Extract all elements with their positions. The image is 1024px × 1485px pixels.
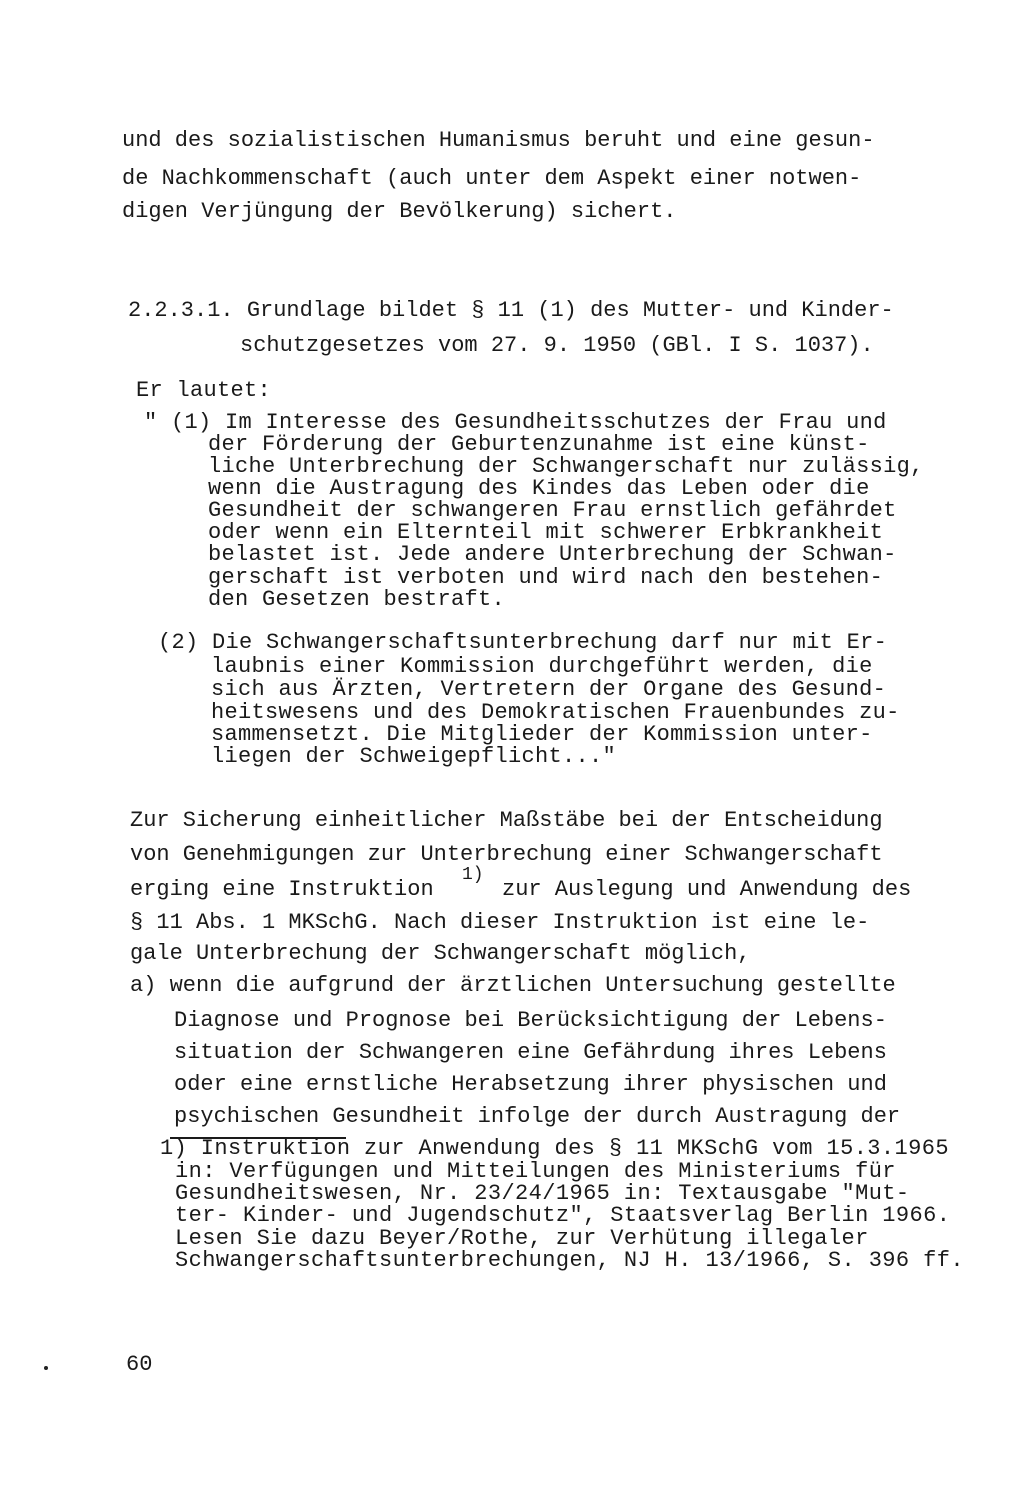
quote-line: wenn die Austragung des Kindes das Leben oder die: [208, 476, 870, 501]
quote-line: " (1) Im Interesse des Gesundheitsschutzes der Frau und: [144, 410, 887, 435]
body-line: § 11 Abs. 1 MKSchG. Nach dieser Instruktion ist eine le-: [130, 910, 870, 935]
body-line: oder eine ernstliche Herabsetzung ihrer physischen und: [174, 1072, 887, 1097]
quote-line: den Gesetzen bestraft.: [208, 587, 506, 612]
quote-line: gerschaft ist verboten und wird nach den bestehen-: [208, 565, 884, 590]
quote-line: liche Unterbrechung der Schwangerschaft nur zulässig,: [208, 454, 924, 479]
body-line: a) wenn die aufgrund der ärztlichen Untersuchung gestellte: [130, 973, 896, 998]
quote-line: sich aus Ärzten, Vertretern der Organe des Gesund-: [211, 677, 887, 702]
quote-line: Gesundheit der schwangeren Frau ernstlich gefährdet: [208, 498, 897, 523]
margin-dot: [44, 1366, 48, 1370]
section-heading: 2.2.3.1. Grundlage bildet § 11 (1) des Mutter- und Kinder-: [128, 298, 894, 323]
footnote-line: Lesen Sie dazu Beyer/Rothe, zur Verhütung illegaler: [175, 1226, 869, 1251]
footnote-line: 1) Instruktion zur Anwendung des § 11 MKSchG vom 15.3.1965: [160, 1136, 949, 1161]
quote-line: oder wenn ein Elternteil mit schwerer Erbkrankheit: [208, 520, 884, 545]
body-line: Diagnose und Prognose bei Berücksichtigung der Lebens-: [174, 1008, 887, 1033]
body-line: situation der Schwangeren eine Gefährdung ihres Lebens: [174, 1040, 887, 1065]
body-line: gale Unterbrechung der Schwangerschaft möglich,: [130, 941, 751, 966]
er-lautet: Er lautet:: [136, 378, 272, 403]
body-line: Zur Sicherung einheitlicher Maßstäbe bei der Entscheidung: [130, 808, 883, 833]
quote-line: sammensetzt. Die Mitglieder der Kommission unter-: [211, 722, 873, 747]
footnote-line: in: Verfügungen und Mitteilungen des Ministeriums für: [175, 1159, 896, 1184]
body-line: de Nachkommenschaft (auch unter dem Aspekt einer notwen-: [122, 166, 862, 191]
body-line: erging eine Instruktion: [130, 877, 434, 902]
footnote-reference: 1): [462, 865, 484, 885]
quote-line: der Förderung der Geburtenzunahme ist eine künst-: [208, 432, 870, 457]
quote-line: heitswesens und des Demokratischen Frauenbundes zu-: [211, 700, 900, 725]
footnote-line: Gesundheitswesen, Nr. 23/24/1965 in: Textausgabe "Mut-: [175, 1181, 910, 1206]
footnote-line: Schwangerschaftsunterbrechungen, NJ H. 13/1966, S. 396 ff.: [175, 1248, 964, 1273]
body-line: und des sozialistischen Humanismus beruht und eine gesun-: [122, 128, 875, 153]
body-line: psychischen Gesundheit infolge der durch Austragung der: [174, 1104, 901, 1129]
quote-line: belastet ist. Jede andere Unterbrechung der Schwan-: [208, 542, 897, 567]
quote-line: (2) Die Schwangerschaftsunterbrechung darf nur mit Er-: [158, 630, 888, 655]
footnote-line: ter- Kinder- und Jugendschutz", Staatsverlag Berlin 1966.: [175, 1203, 951, 1228]
quote-line: laubnis einer Kommission durchgeführt werden, die: [211, 654, 873, 679]
body-line: digen Verjüngung der Bevölkerung) sichert.: [122, 199, 677, 224]
section-heading-cont: schutzgesetzes vom 27. 9. 1950 (GBl. I S. 1037).: [240, 333, 874, 358]
quote-line: liegen der Schweigepflicht...": [211, 744, 617, 769]
body-line: von Genehmigungen zur Unterbrechung einer Schwangerschaft: [130, 842, 883, 867]
page-number: 60: [126, 1352, 153, 1377]
body-line: zur Auslegung und Anwendung des: [502, 877, 912, 902]
